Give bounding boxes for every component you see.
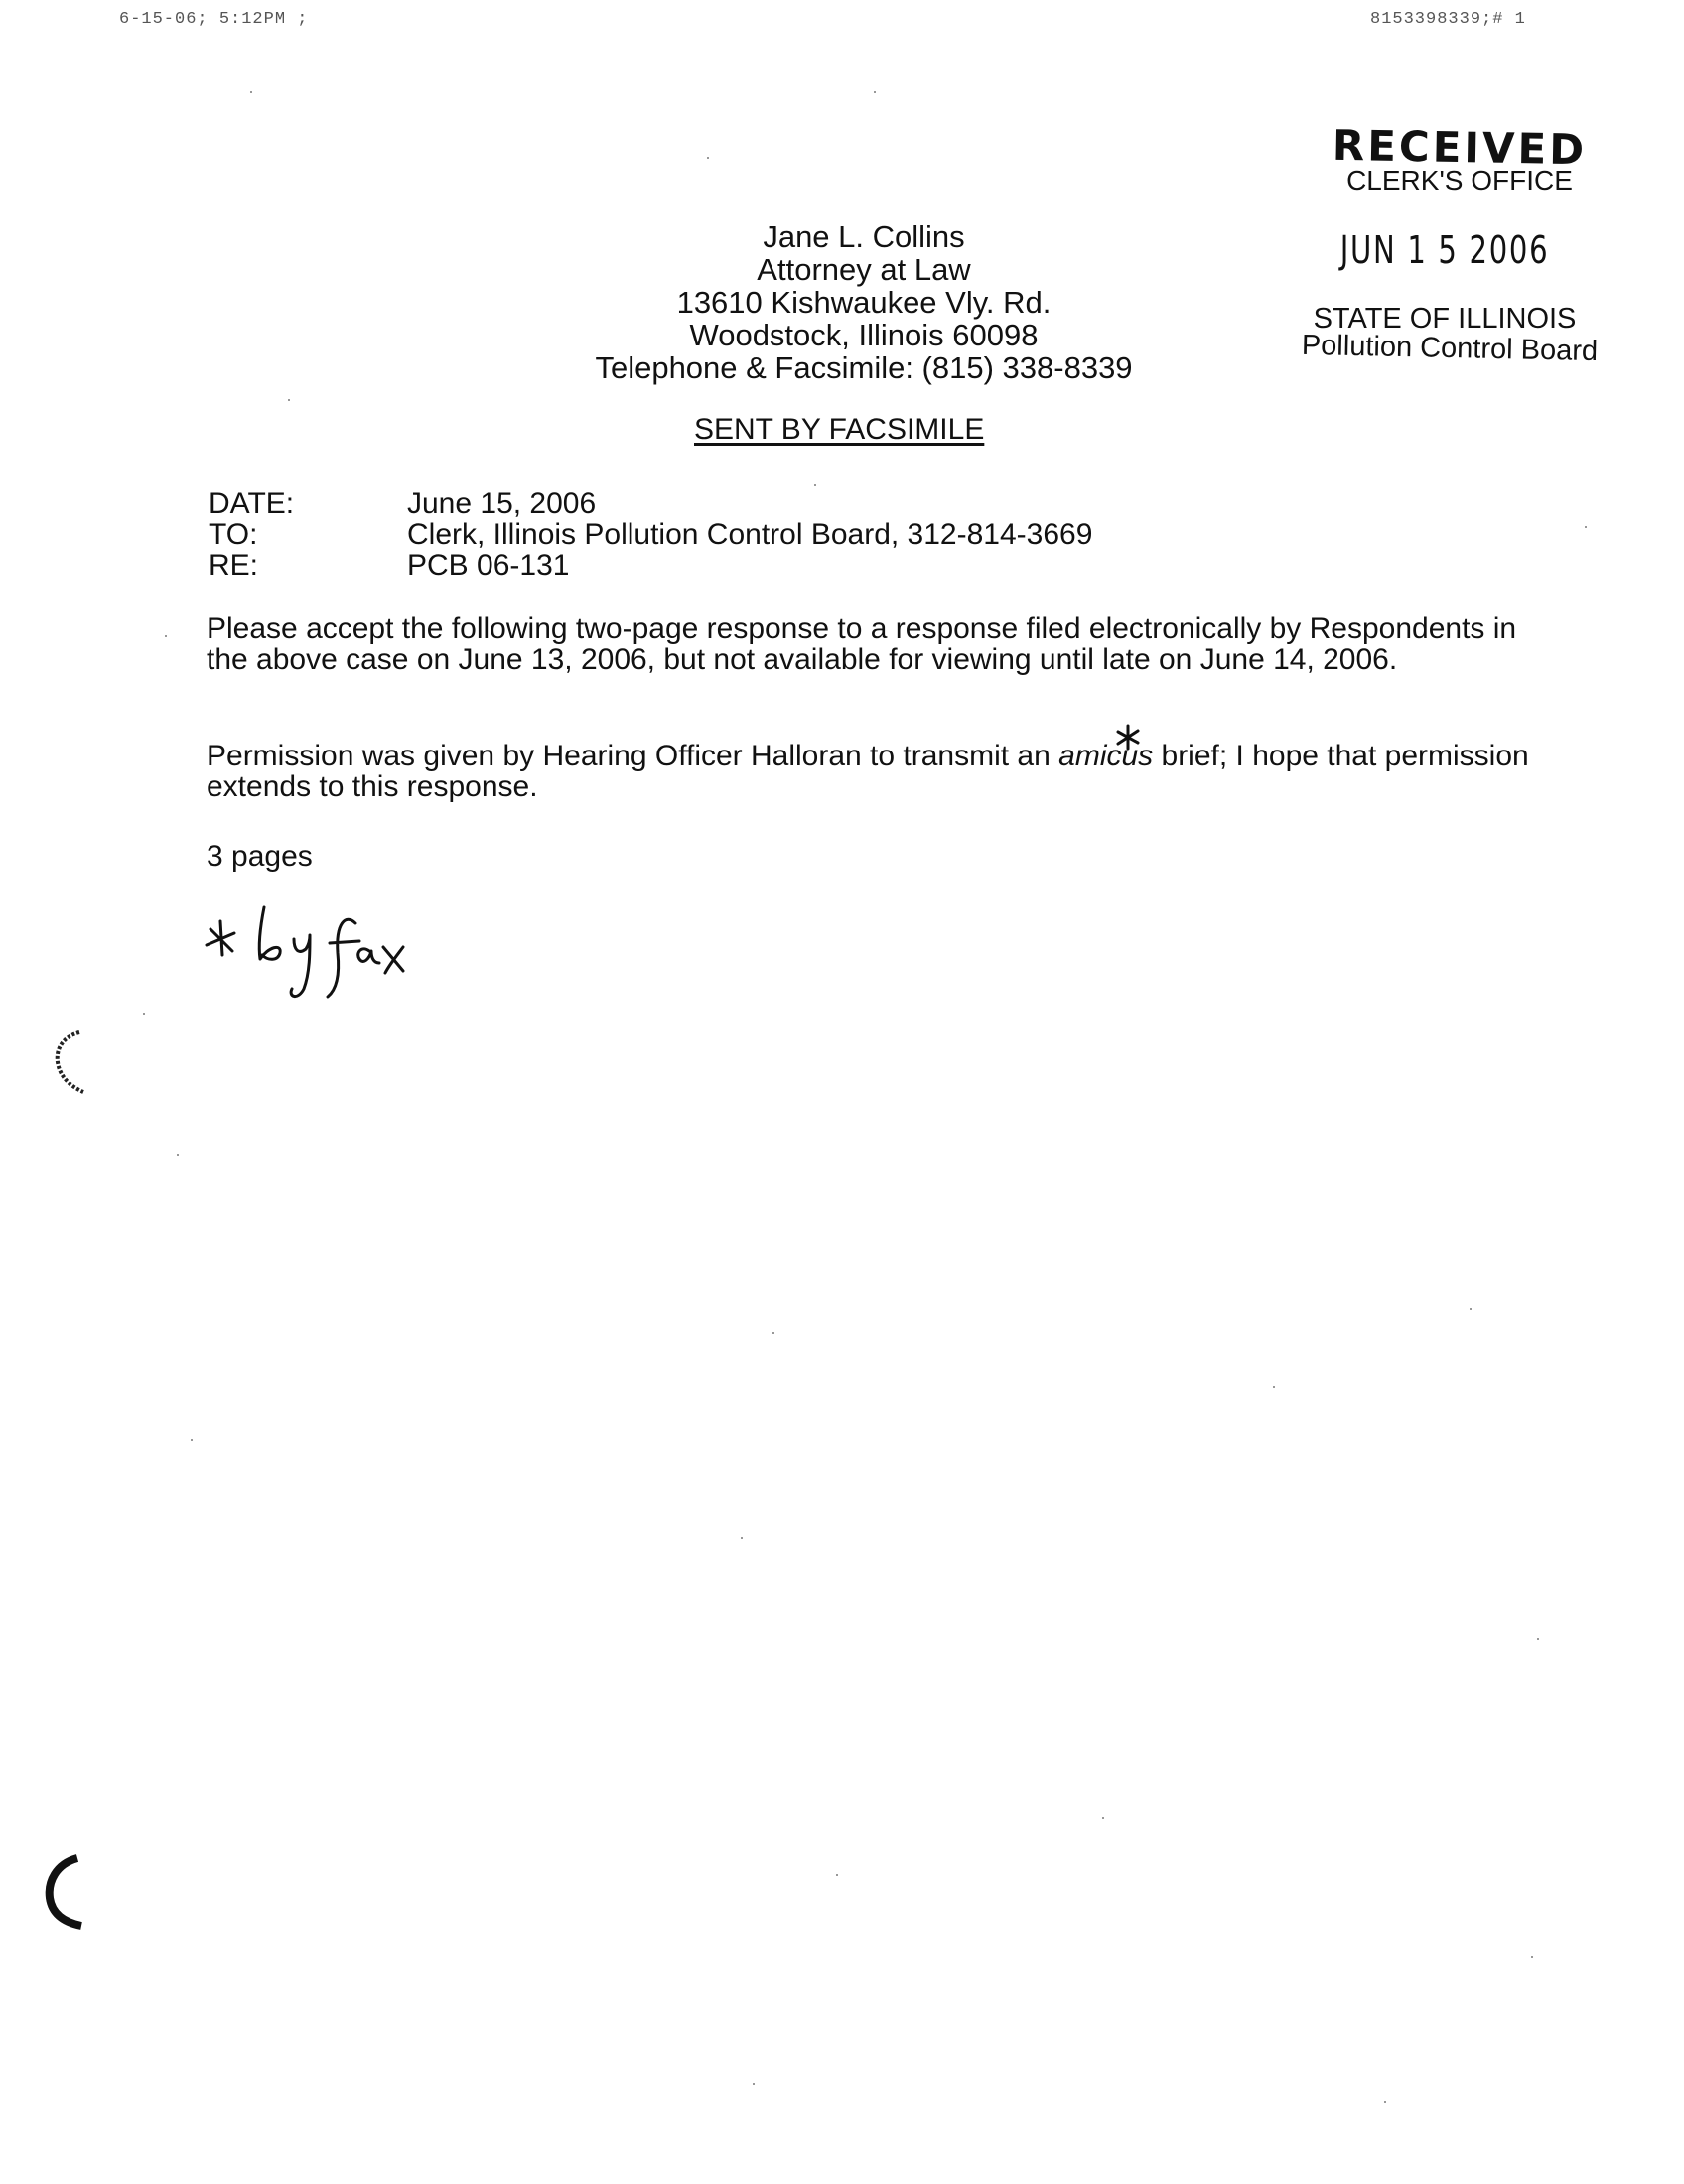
handwritten-note [199,893,417,1023]
paragraph2-text-after: brief; I hope that permission extends to this response. [207,740,1529,803]
scan-speck [836,1874,838,1876]
scan-speck [874,91,876,93]
memo-row-re [209,550,1092,581]
stamp-office: CLERK'S OFFICE [1346,165,1573,196]
sent-by-facsimile-heading: SENT BY FACSIMILE [694,413,985,446]
scan-speck [1273,1386,1275,1388]
paragraph2-text-before: Permission was given by Hearing Officer Halloran to transmit an [207,740,1059,772]
handwritten-asterisk-icon [1114,723,1142,752]
stamp-date: JUN 1 5 2006 [1339,228,1550,272]
scan-speck [1384,2101,1386,2103]
memo-block [209,488,1092,581]
binder-mark-upper [44,1026,93,1096]
stamp-received: RECEIVED [1332,120,1588,175]
received-stamp [1281,120,1618,368]
to-value: Clerk, Illinois Pollution Control Board, 312-814-3669 [407,518,1093,551]
scan-speck [1102,1817,1104,1819]
body-paragraph-2 [207,741,1547,802]
scan-speck [1585,526,1587,528]
scan-speck [1470,1308,1472,1310]
body-paragraph-1: Please accept the following two-page response to a response filed electronically by Respondents in the above case on June 13, 2006, but not available for viewing until late on June 14, 2006. [207,613,1517,676]
stamp-state: STATE OF ILLINOIS [1313,303,1577,335]
memo-row-to [209,519,1092,550]
scan-speck [288,399,290,401]
scan-speck [1537,1638,1539,1640]
scan-speck [814,484,816,486]
scan-speck [191,1439,193,1441]
page-count: 3 pages [207,840,313,873]
paragraph2-italic-word: amicus [1058,740,1154,772]
date-value: June 15, 2006 [407,487,597,520]
fax-header-right: 8153398339;# 1 [1370,10,1526,29]
scan-speck [177,1154,179,1156]
scan-speck [250,91,252,93]
to-label: TO: [209,518,258,551]
scan-speck [143,1013,145,1015]
re-label: RE: [209,549,259,582]
letterhead [556,220,1172,384]
scan-speck [741,1537,743,1539]
scan-speck [707,157,709,159]
stamp-board: Pollution Control Board [1301,330,1599,368]
contact-phone: Telephone & Facsimile: (815) 338-8339 [595,350,1133,385]
binder-mark-lower [38,1852,97,1932]
attorney-name: Jane L. Collins [763,219,965,254]
scan-speck [772,1332,774,1334]
re-value: PCB 06-131 [407,549,570,582]
memo-row-date [209,488,1092,519]
date-label: DATE: [209,487,295,520]
address-city: Woodstock, Illinois 60098 [689,318,1039,352]
scan-speck [753,2083,755,2085]
address-street: 13610 Kishwaukee Vly. Rd. [676,285,1052,320]
attorney-title: Attorney at Law [757,252,971,287]
scan-speck [165,635,167,637]
scan-speck [1531,1956,1533,1958]
fax-header-left: 6-15-06; 5:12PM ; [119,10,309,29]
